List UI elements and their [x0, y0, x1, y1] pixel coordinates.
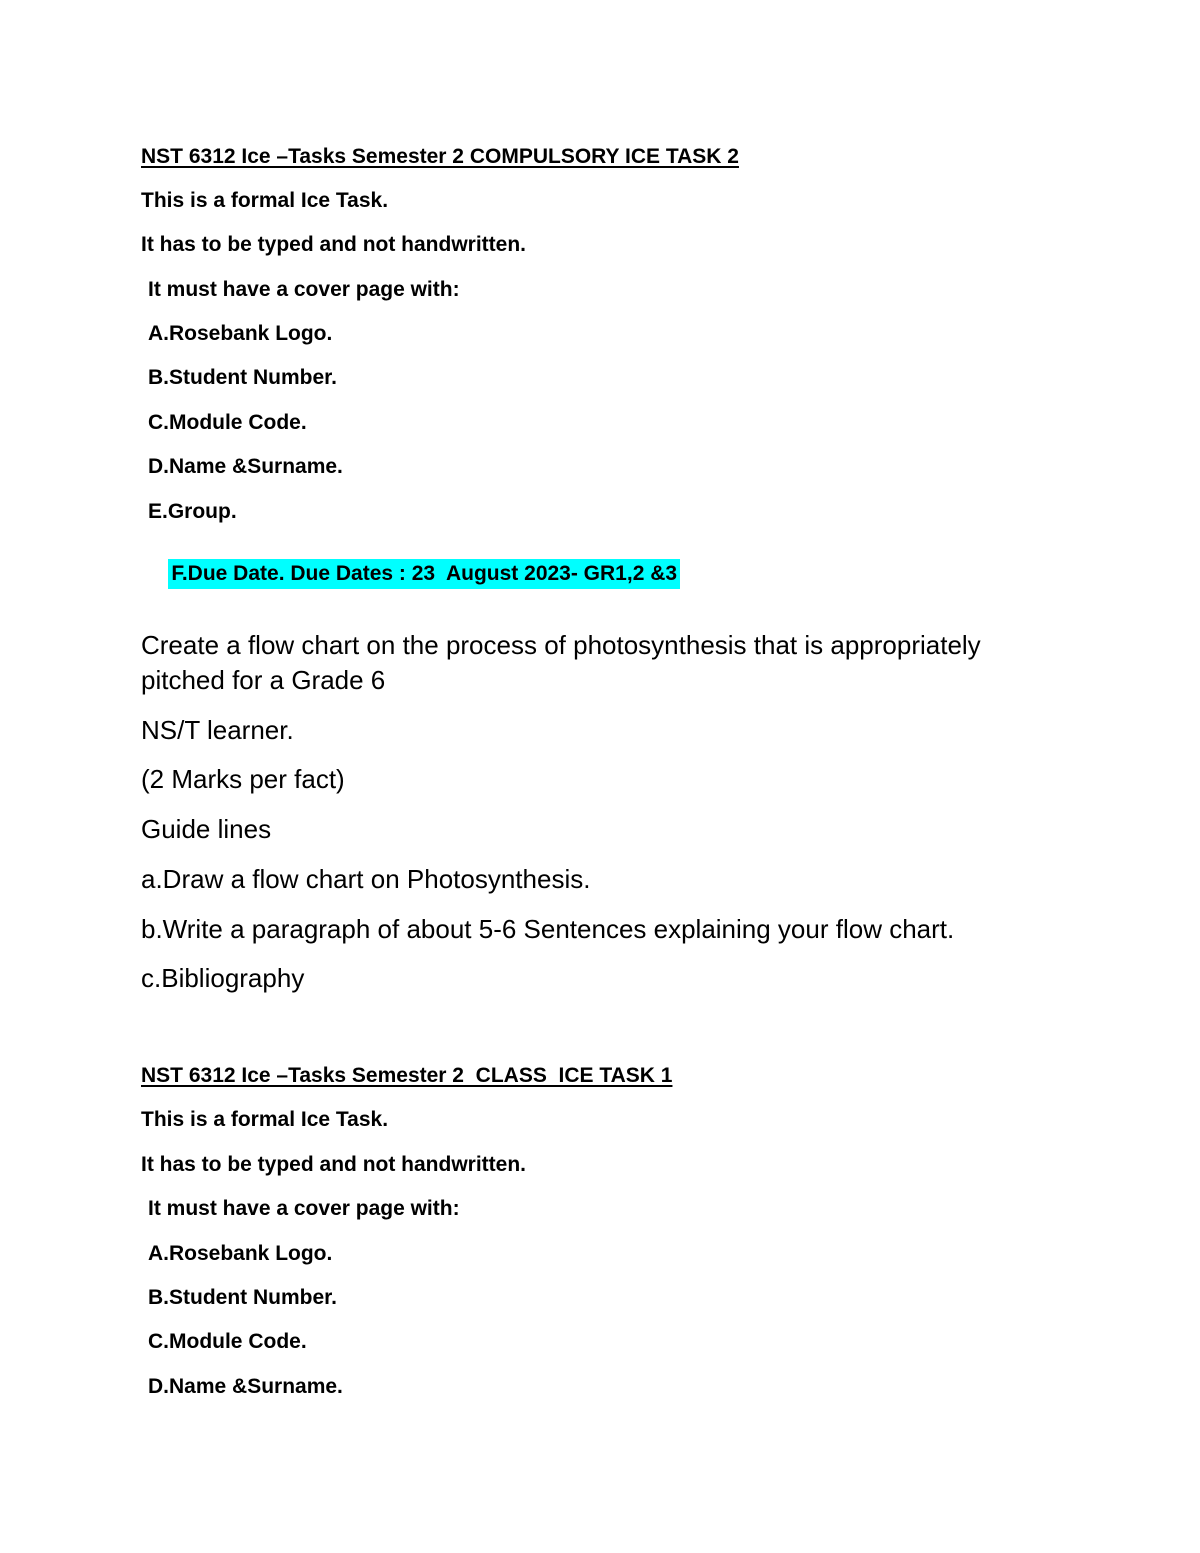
- task2-due-date: [145, 542, 680, 605]
- task1-cover-item: C.Module Code.: [148, 1330, 307, 1353]
- task2-formal-note: This is a formal Ice Task.: [141, 189, 389, 212]
- task2-cover-item: D.Name &Surname.: [148, 455, 343, 478]
- task2-guideline-item: c.Bibliography: [141, 963, 305, 993]
- task2-cover-intro: It must have a cover page with:: [148, 278, 460, 301]
- task2-cover-item: E.Group.: [148, 500, 237, 523]
- due-date-highlight: F.Due Date. Due Dates : 23 August 2023- GR1,2 &3: [168, 559, 680, 589]
- task1-cover-item: B.Student Number.: [148, 1286, 338, 1309]
- task1-cover-item: A.Rosebank Logo.: [148, 1242, 333, 1265]
- task2-cover-item: B.Student Number.: [148, 366, 338, 389]
- task2-cover-item: C.Module Code.: [148, 411, 307, 434]
- task2-guideline-item: a.Draw a flow chart on Photosynthesis.: [141, 864, 591, 894]
- task2-typed-note: It has to be typed and not handwritten.: [141, 233, 527, 256]
- task2-guideline-item: b.Write a paragraph of about 5-6 Sentences explaining your flow chart.: [141, 914, 955, 944]
- task1-cover-item: D.Name &Surname.: [148, 1375, 343, 1398]
- task2-learner: NS/T learner.: [141, 715, 294, 745]
- task2-heading: NST 6312 Ice –Tasks Semester 2 COMPULSORY ICE TASK 2: [141, 145, 739, 168]
- task1-cover-intro: It must have a cover page with:: [148, 1197, 460, 1220]
- task1-heading: NST 6312 Ice –Tasks Semester 2 CLASS ICE TASK 1: [141, 1064, 673, 1087]
- task1-typed-note: It has to be typed and not handwritten.: [141, 1153, 527, 1176]
- task2-cover-item: A.Rosebank Logo.: [148, 322, 333, 345]
- task2-guidelines-title: Guide lines: [141, 814, 272, 844]
- task2-instruction-line2: pitched for a Grade 6: [141, 665, 386, 695]
- task2-instruction-line1: Create a flow chart on the process of photosynthesis that is appropriately: [141, 630, 981, 660]
- task1-formal-note: This is a formal Ice Task.: [141, 1108, 389, 1131]
- task2-marks: (2 Marks per fact): [141, 764, 345, 794]
